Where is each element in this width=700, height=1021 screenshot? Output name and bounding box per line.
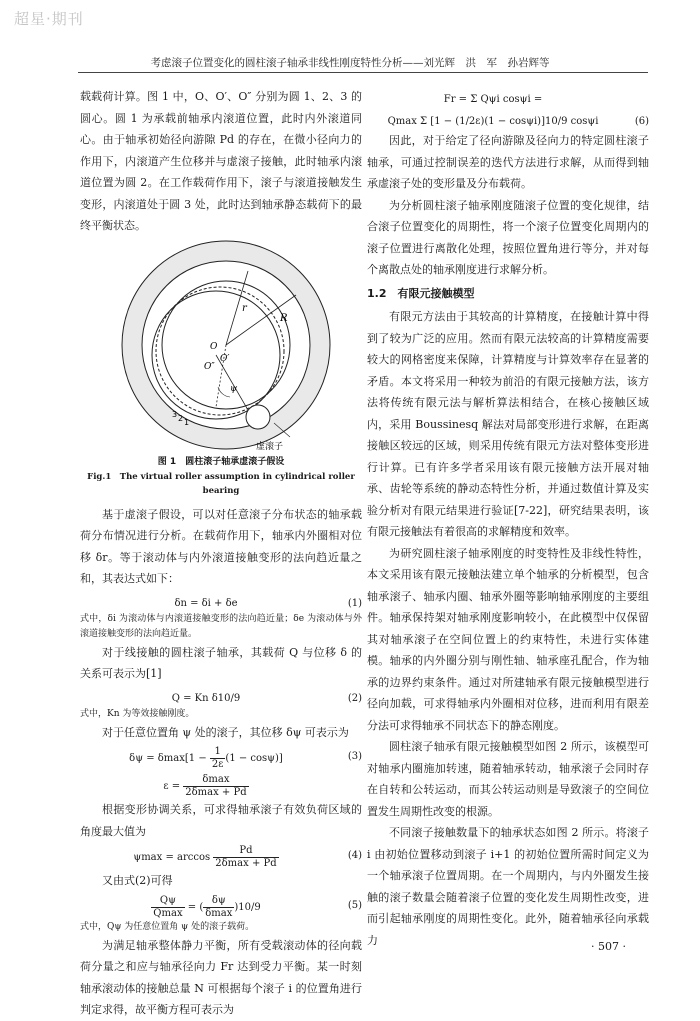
fraction xyxy=(210,746,226,771)
equation-number: (5) xyxy=(347,899,362,911)
equation-formula xyxy=(80,746,332,771)
fraction xyxy=(151,895,184,920)
equation-formula xyxy=(80,895,332,920)
label-o2: O″ xyxy=(204,361,215,372)
section-heading: 1.2 有限元接触模型 xyxy=(367,286,475,300)
denominator: δmax xyxy=(205,907,233,919)
equation-formula: δn = δi + δe xyxy=(174,597,238,609)
figure-caption-en: Fig.1 The virtual roller assumption in cylindrical roller bearing xyxy=(87,471,355,496)
equation-number: (4) xyxy=(347,850,362,861)
equation-formula: Q = Kn δ10/9 xyxy=(171,692,241,704)
numerator: Pd xyxy=(213,845,278,858)
bearing-diagram xyxy=(80,237,362,452)
label-small-r: r xyxy=(242,302,247,314)
paragraph: 基于虚滚子假设，可以对任意滚子分布状态的轴承载荷分布情况进行分析。在载荷作用下，轴承内外圈相对位移 δr。等于滚动体与内外滚道接触变形的法向趋近量之和，其表达式如下： xyxy=(80,507,362,585)
equation-5 xyxy=(80,892,362,920)
label-virtual-roller: 虚滚子 xyxy=(256,441,284,452)
eq-term: (1 − cosψ)] xyxy=(225,753,283,764)
label-big-r: R xyxy=(280,312,288,324)
header-rule xyxy=(78,72,648,73)
paragraph: 为研究圆柱滚子轴承刚度的时变特性及非线性特性，本文采用该有限元接触法建立单个轴承的分析模型，包含轴承滚子、轴承内圈、轴承外圈等影响轴承刚度的主要组件。轴承保持架对轴承刚度影响较小，在此模型中仅保留其对轴承滚子在空间位置上的约束特性，未进行实体建模。轴承的内外圈分别与刚性轴、轴承座孔配合，作为轴承的边界约束条件。通过对所建轴承有限元接触模型进行径向加载，可求得轴承内外圈相对位移，进而利用有限差分法可求得轴承不同状态下的静态刚度。 xyxy=(367,546,649,732)
denominator: 2δmax + Pd xyxy=(185,787,247,798)
equation-1 xyxy=(80,590,362,612)
paragraph: 为分析圆柱滚子轴承刚度随滚子位置的变化规律，结合滚子位置变化的周期性，将一个滚子位置变化周期内的滚子位置进行离散化处理，按照位置角进行等分，并对每个离散点处的轴承刚度进行求解分析。 xyxy=(367,198,649,276)
equation-note: 式中，Qψ 为任意位置角 ψ 处的滚子载荷。 xyxy=(80,921,255,932)
denominator: Qmax xyxy=(153,907,183,919)
label-o: O xyxy=(210,341,218,352)
paragraph: 圆柱滚子轴承有限元接触模型如图 2 所示，该模型可对轴承内圈施加转速，随着轴承转动，轴承滚子会同时存在自转和公转运动，而其公转运动则是导致滚子的空间位置发生周期性改变的根源。 xyxy=(367,740,649,818)
running-head: 考虑滚子位置变化的圆柱滚子轴承非线性刚度特性分析——刘光辉 洪 军 孙岩辉等 xyxy=(150,57,550,69)
equation-note: 式中，Kn 为等效接触刚度。 xyxy=(80,708,195,719)
label-o1: O′ xyxy=(220,353,230,364)
paragraph: 对于任意位置角 ψ 处的滚子，其位移 δψ 可表示为 xyxy=(102,725,349,739)
numerator: Qψ xyxy=(151,895,184,908)
paragraph: 不同滚子接触数量下的轴承状态如图 2 所示。将滚子 i 由初始位置移动到滚子 i+1 的初始位置所需时间定义为一个轴承滚子位置周期。在一个周期内，与内外圈发生接触的滚子数量会随着滚子位置的变化发生周期性改变，进而引起轴承刚度的周期性变化。此外，随着轴承径向承载力 xyxy=(367,826,649,947)
journal-watermark: 超星·期刊 xyxy=(14,10,84,28)
label-circle-3: 3 xyxy=(172,409,178,419)
equation-2 xyxy=(80,685,362,707)
paragraph: 根据变形协调关系，可求得轴承滚子有效负荷区域的角度最大值为 xyxy=(80,803,362,838)
paragraph: 载载荷计算。图 1 中，O、O′、O″ 分别为圆 1、2、3 的圆心。圆 1 为承载前轴承内滚道位置，此时内外滚道同心。由于轴承初始径向游隙 Pd 的存在，在微小径向力的作用下，内滚道产生位移并与虚滚子接触，此时轴承内滚道位置为圆 2。在工作载荷作用下，滚子与滚道接触发生变形，内滚道处于圆 3 处，此时达到轴承静态载荷下的最终平衡状态。 xyxy=(80,90,362,232)
eq-term: ψmax = arccos xyxy=(133,852,214,863)
numerator: δmax xyxy=(183,774,248,787)
label-circle-2: 2 xyxy=(178,413,184,423)
figure-1 xyxy=(80,237,362,452)
figure-caption-cn: 图 1 圆柱滚子轴承虚滚子假设 xyxy=(157,456,285,467)
paragraph: 为满足轴承整体静力平衡，所有受载滚动体的径向载荷分量之和应与轴承径向力 Fr 达到受力平衡。某一时刻轴承滚动体的接触总量 N 可根据每个滚子 i 的位置角进行判定求得，故平衡方程可表示为 xyxy=(80,938,362,1016)
page-number: · 507 · xyxy=(591,940,626,953)
denominator: 2δmax + Pd xyxy=(215,858,277,869)
equation-3 xyxy=(80,743,362,771)
numerator: 1 xyxy=(210,746,226,759)
fraction xyxy=(203,895,234,920)
numerator: δψ xyxy=(203,895,234,908)
right-column xyxy=(367,86,649,951)
label-circle-1: 1 xyxy=(184,417,190,427)
equation-note: 式中，δi 为滚动体与内滚道接触变形的法向趋近量；δe 为滚动体与外滚道接触变形的法向趋近量。 xyxy=(80,613,362,639)
paragraph: 对于线接触的圆柱滚子轴承，其载荷 Q 与位移 δ 的关系可表示为[1] xyxy=(80,645,362,680)
equation-number: (3) xyxy=(347,751,362,762)
equation-6-line-2 xyxy=(367,108,649,130)
fraction xyxy=(183,774,248,799)
eq-term: δψ = δmax[1 − xyxy=(129,753,210,764)
equation-number: (6) xyxy=(634,116,649,127)
equation-4 xyxy=(80,842,362,870)
equation-formula xyxy=(80,774,332,799)
equation-formula xyxy=(80,845,332,870)
equation-number: (2) xyxy=(347,692,362,704)
virtual-roller xyxy=(246,405,270,429)
equation-6-line-1 xyxy=(367,86,649,108)
paragraph: 有限元方法由于其较高的计算精度，在接触计算中得到了较为广泛的应用。然而有限元法较高的计算精度需要较大的网格密度来保障，计算精度与计算效率存在显著的矛盾。本文将采用一种较为前沿的有限元接触方法，该方法将传统有限元法与解析算法相结合，在核心接触区域内，采用 Boussinesq 解法对局部变形进行求解，在距离接触区较远的区域，则采用传统有限元方法对整体变形进行计算。已有许多学者采用该有限元接触方法开展对轴承、齿轮等系统的静动态特性分析，并通过数值计算及实验分析对有限元结果进行验证[7-22]，研究结果表明，该有限元接触法有着很高的求解精度和效率。 xyxy=(367,310,649,538)
eq-term: )10/9 xyxy=(234,901,261,913)
equation-number: (1) xyxy=(347,597,362,609)
equation-3b xyxy=(80,771,362,799)
denominator: 2ε xyxy=(211,759,224,770)
equation-formula: Fr = Σ Qψi cosψi = xyxy=(443,94,543,105)
eq-term: ε = xyxy=(163,781,184,792)
paragraph: 因此，对于给定了径向游隙及径向力的特定圆柱滚子轴承，可通过控制误差的迭代方法进行求解，从而得到轴承虚滚子处的变形量及分布载荷。 xyxy=(367,134,649,190)
paragraph: 又由式(2)可得 xyxy=(102,874,173,887)
label-psi: ψ xyxy=(230,383,238,394)
equation-formula: Qmax Σ [1 − (1/2ε)(1 − cosψi)]10/9 cosψi xyxy=(387,116,599,127)
fraction xyxy=(213,845,278,870)
left-column xyxy=(80,86,362,1021)
eq-term: = ( xyxy=(184,901,204,913)
